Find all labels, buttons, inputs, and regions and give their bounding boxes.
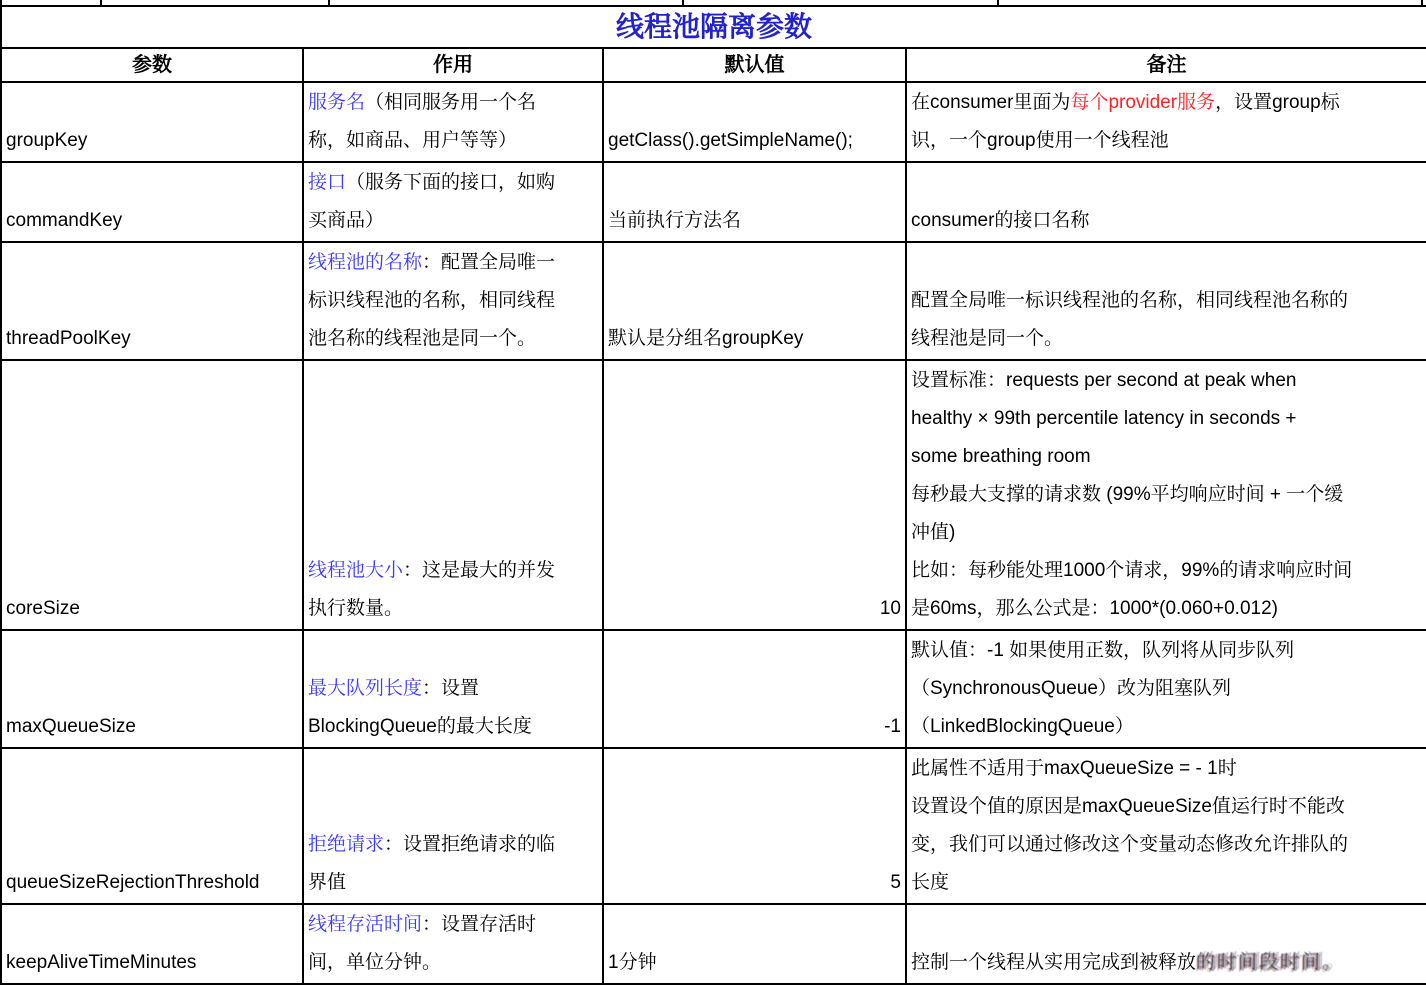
table-row (1, 360, 1426, 630)
text-segment: 买商品） (308, 210, 385, 231)
header-row (1, 48, 1426, 82)
column-header-default-value: 默认值 (603, 48, 906, 82)
table-row (1, 630, 1426, 748)
text-segment: 设置设个值的原因是maxQueueSize值运行时不能改 (911, 796, 1345, 817)
text-segment: some breathing room (911, 446, 1091, 467)
text-segment: 变，我们可以通过修改这个变量动态修改允许排队的 (911, 834, 1349, 855)
cell-effect (303, 904, 603, 984)
text-segment: 设置标准：requests per second at peak when (911, 370, 1297, 391)
text-segment: 在consumer里面为 (911, 92, 1071, 113)
text-segment: 默认值：-1 如果使用正数，队列将从同步队列 (911, 640, 1295, 661)
column-header-parameter: 参数 (1, 48, 303, 82)
column-header-effect: 作用 (303, 48, 603, 82)
cell-remark (906, 748, 1426, 904)
cell-default-value: 1分钟 (603, 904, 906, 984)
table-row (1, 242, 1426, 360)
cell-default-value: 10 (603, 360, 906, 630)
cell-effect (303, 630, 603, 748)
cell-effect (303, 82, 603, 162)
text-segment: （SynchronousQueue）改为阻塞队列 (911, 678, 1231, 699)
gridline-tick (328, 0, 330, 5)
gridline-tick (100, 0, 102, 5)
cell-remark (906, 242, 1426, 360)
text-segment: ，设置group标 (1215, 92, 1340, 113)
cell-parameter-name: queueSizeRejectionThreshold (1, 748, 303, 904)
text-segment: 线程池大小 (308, 560, 404, 581)
text-segment: 标识线程池的名称，相同线程 (308, 290, 556, 311)
text-segment: BlockingQueue的最大长度 (308, 716, 532, 737)
text-segment: 控制一个线程从实用完成到被释放 (911, 952, 1197, 973)
partial-row-above (0, 0, 1426, 5)
text-segment: 每秒最大支撑的请求数 (99%平均响应时间 + 一个缓 (911, 484, 1344, 505)
title-row (1, 6, 1426, 48)
text-segment: 池名称的线程池是同一个。 (308, 328, 537, 349)
column-header-remark: 备注 (906, 48, 1426, 82)
text-segment: ：设置拒绝请求的临 (384, 834, 556, 855)
text-segment: 拒绝请求 (308, 834, 385, 855)
cell-parameter-name: keepAliveTimeMinutes (1, 904, 303, 984)
text-segment: 间，单位分钟。 (308, 952, 442, 973)
text-segment: 的时间段时间。 (1196, 952, 1344, 973)
cell-default-value: 当前执行方法名 (603, 162, 906, 242)
gridline-tick (682, 0, 684, 5)
gridline-tick (997, 0, 999, 5)
text-segment: consumer的接口名称 (911, 210, 1090, 231)
text-segment: 线程池是同一个。 (911, 328, 1064, 349)
text-segment: （相同服务用一个名 (365, 92, 537, 113)
cell-default-value: getClass().getSimpleName(); (603, 82, 906, 162)
text-segment: 冲值) (911, 522, 956, 543)
text-segment: 接口 (308, 172, 347, 193)
text-segment: 此属性不适用于maxQueueSize = - 1时 (911, 758, 1237, 779)
cell-parameter-name: commandKey (1, 162, 303, 242)
table-row (1, 748, 1426, 904)
cell-remark (906, 630, 1426, 748)
text-segment: 称，如商品、用户等等） (308, 130, 518, 151)
cell-effect (303, 242, 603, 360)
text-segment: 识，一个group使用一个线程池 (911, 130, 1169, 151)
table-title: 线程池隔离参数 (1, 6, 1426, 48)
text-segment: ：设置 (422, 678, 480, 699)
gridline-tick (1421, 0, 1423, 5)
text-segment: ：配置全局唯一 (422, 252, 556, 273)
cell-default-value: -1 (603, 630, 906, 748)
text-segment: 线程存活时间 (308, 914, 423, 935)
table-row (1, 82, 1426, 162)
cell-remark (906, 904, 1426, 984)
text-segment: 线程池的名称 (308, 252, 423, 273)
cell-remark (906, 162, 1426, 242)
table-row (1, 162, 1426, 242)
cell-effect (303, 748, 603, 904)
text-segment: healthy × 99th percentile latency in seconds + (911, 408, 1297, 429)
cell-effect (303, 360, 603, 630)
cell-remark (906, 82, 1426, 162)
cell-effect (303, 162, 603, 242)
cell-parameter-name: maxQueueSize (1, 630, 303, 748)
cell-default-value: 默认是分组名groupKey (603, 242, 906, 360)
cell-parameter-name: threadPoolKey (1, 242, 303, 360)
cell-remark (906, 360, 1426, 630)
text-segment: 最大队列长度 (308, 678, 423, 699)
parameters-table (0, 5, 1426, 985)
text-segment: 长度 (911, 872, 950, 893)
text-segment: 比如：每秒能处理1000个请求，99%的请求响应时间 (911, 560, 1353, 581)
cell-parameter-name: coreSize (1, 360, 303, 630)
gridline-tick (0, 0, 2, 5)
cell-default-value: 5 (603, 748, 906, 904)
cell-parameter-name: groupKey (1, 82, 303, 162)
text-segment: 是60ms，那么公式是：1000*(0.060+0.012) (911, 598, 1278, 619)
text-segment: 每个provider服务 (1070, 92, 1216, 113)
text-segment: ：设置存活时 (422, 914, 537, 935)
text-segment: 界值 (308, 872, 347, 893)
text-segment: ：这是最大的并发 (403, 560, 556, 581)
text-segment: （LinkedBlockingQueue） (911, 716, 1134, 737)
text-segment: 配置全局唯一标识线程池的名称，相同线程池名称的 (911, 290, 1349, 311)
table-row (1, 904, 1426, 984)
text-segment: 执行数量。 (308, 598, 404, 619)
text-segment: 服务名 (308, 92, 366, 113)
text-segment: （服务下面的接口，如购 (346, 172, 556, 193)
